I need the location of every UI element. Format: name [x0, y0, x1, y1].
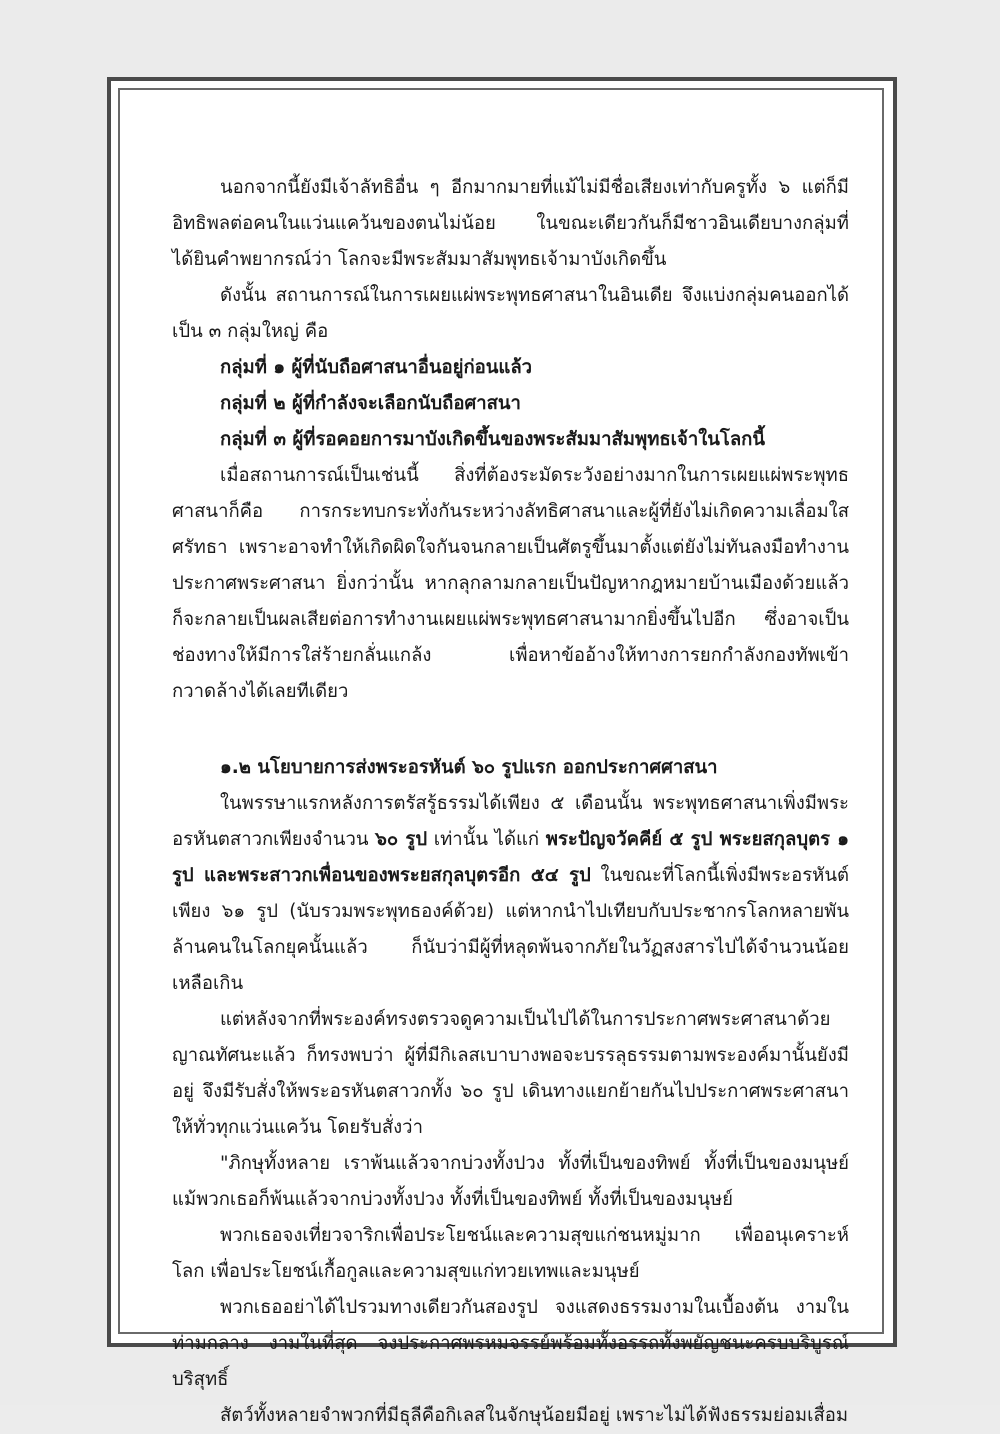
paragraph-quote-1: "ภิกษุทั้งหลาย เราพ้นแล้วจากบ่วงทั้งปวง ทั้งที่เป็นของทิพย์ ทั้งที่เป็นของมนุษย์ แม้พวกเธอก็พ้นแล้วจากบ่วงทั้งปวง ทั้งที่เป็นของทิพย์ ทั้งที่เป็นของมนุษย์: [172, 1153, 849, 1210]
paragraph-quote-3: พวกเธออย่าได้ไปรวมทางเดียวกันสองรูป จงแสดงธรรมงามในเบื้องต้น งามในท่ามกลาง งามในที่สุด จงประกาศพรหมจรรย์พร้อมทั้งอรรถทั้งพยัญชนะครบบริบูรณ์บริสุทธิ์: [172, 1297, 849, 1390]
text-segment: ในขณะที่โลกนี้เพิ่งมีพระอรหันต์เพียง ๖๑ รูป (นับรวมพระพุทธองค์ด้วย) แต่หากนำไปเทียบกับประชากรโลกหลายพันล้านคนในโลกยุคนั้นแล้ว ก็นับว่ามีผู้ที่หลุดพ้นจากภัยในวัฏสงสารไปได้จำนวนน้อยเหลือเกิน: [172, 865, 849, 994]
paragraph-dispatch: แต่หลังจากที่พระองค์ทรงตรวจดูความเป็นไปได้ในการประกาศพระศาสนาด้วยญาณทัศนะแล้ว ก็ทรงพบว่า ผู้ที่มีกิเลสเบาบางพอจะบรรลุธรรมตามพระองค์มานั้นยังมีอยู่ จึงมีรับสั่งให้พระอรหันตสาวกทั้ง ๖๐ รูป เดินทางแยกย้ายกันไปประกาศพระศาสนาให้ทั่วทุกแว่นแคว้น โดยรับสั่งว่า: [172, 1009, 849, 1138]
paragraph-quote-2: พวกเธอจงเที่ยวจาริกเพื่อประโยชน์และความสุขแก่ชนหมู่มาก เพื่ออนุเคราะห์โลก เพื่อประโยชน์เกื้อกูลและความสุขแก่ทวยเทพและมนุษย์: [172, 1225, 849, 1282]
text-segment: ในพรรษาแรกหลังการตรัสรู้ธรรมได้เพียง ๕ เดือนนั้น พระพุทธศาสนาเพิ่งมีพระอรหันตสาวกเพียงจำนวน: [172, 793, 849, 850]
paragraph-caution: เมื่อสถานการณ์เป็นเช่นนี้ สิ่งที่ต้องระมัดระวังอย่างมากในการเผยแผ่พระพุทธศาสนาก็คือ การกระทบกระทั่งกันระหว่างลัทธิศาสนาและผู้ที่ยังไม่เกิดความเลื่อมใสศรัทธา เพราะอาจทำให้เกิดผิดใจกันจนกลายเป็นศัตรูขึ้นมาตั้งแต่ยังไม่ทันลงมือทำงานประกาศพระศาสนา ยิ่งกว่านั้น หากลุกลามกลายเป็นปัญหากฎหมายบ้านเมืองด้วยแล้ว ก็จะกลายเป็นผลเสียต่อการทำงานเผยแผ่พระพุทธศาสนามากยิ่งขึ้นไปอีก ซึ่งอาจเป็นช่องทางให้มีการใส่ร้ายกลั่นแกล้ง เพื่อหาข้ออ้างให้ทางการยกกำลังกองทัพเข้ากวาดล้างได้เลยทีเดียว: [172, 465, 849, 702]
group-item-2: กลุ่มที่ ๒ ผู้ที่กำลังจะเลือกนับถือศาสนา: [220, 393, 521, 414]
document-body: [172, 170, 849, 1434]
bold-segment-disciples: พระปัญจวัคคีย์ ๕ รูป พระยสกุลบุตร ๑ รูป และพระสาวกเพื่อนของพระยสกุลบุตรอีก ๕๔ รูป: [172, 829, 849, 886]
bold-segment-count: ๖๐ รูป: [375, 829, 428, 850]
paragraph-first-rains: [172, 786, 849, 1002]
paragraph-three-groups-intro: ดังนั้น สถานการณ์ในการเผยแผ่พระพุทธศาสนาในอินเดีย จึงแบ่งกลุ่มคนออกได้เป็น ๓ กลุ่มใหญ่ คือ: [172, 285, 849, 342]
section-heading: ๑.๒ นโยบายการส่งพระอรหันต์ ๖๐ รูปแรก ออกประกาศศาสนา: [220, 757, 718, 778]
group-item-1: กลุ่มที่ ๑ ผู้ที่นับถือศาสนาอื่นอยู่ก่อนแล้ว: [220, 357, 533, 378]
paragraph-other-sects: นอกจากนี้ยังมีเจ้าลัทธิอื่น ๆ อีกมากมายที่แม้ไม่มีชื่อเสียงเท่ากับครูทั้ง ๖ แต่ก็มีอิทธิพลต่อคนในแว่นแคว้นของตนไม่น้อย ในขณะเดียวกันก็มีชาวอินเดียบางกลุ่มที่ได้ยินคำพยากรณ์ว่า โลกจะมีพระสัมมาสัมพุทธเจ้ามาบังเกิดขึ้น: [172, 177, 849, 270]
text-segment: เท่านั้น ได้แก่: [427, 829, 546, 850]
group-item-3: กลุ่มที่ ๓ ผู้ที่รอคอยการมาบังเกิดขึ้นของพระสัมมาสัมพุทธเจ้าในโลกนี้: [220, 429, 766, 450]
paragraph-quote-4: สัตว์ทั้งหลายจำพวกที่มีธุลีคือกิเลสในจักษุน้อยมีอยู่ เพราะไม่ได้ฟังธรรมย่อมเสื่อม: [220, 1405, 849, 1426]
